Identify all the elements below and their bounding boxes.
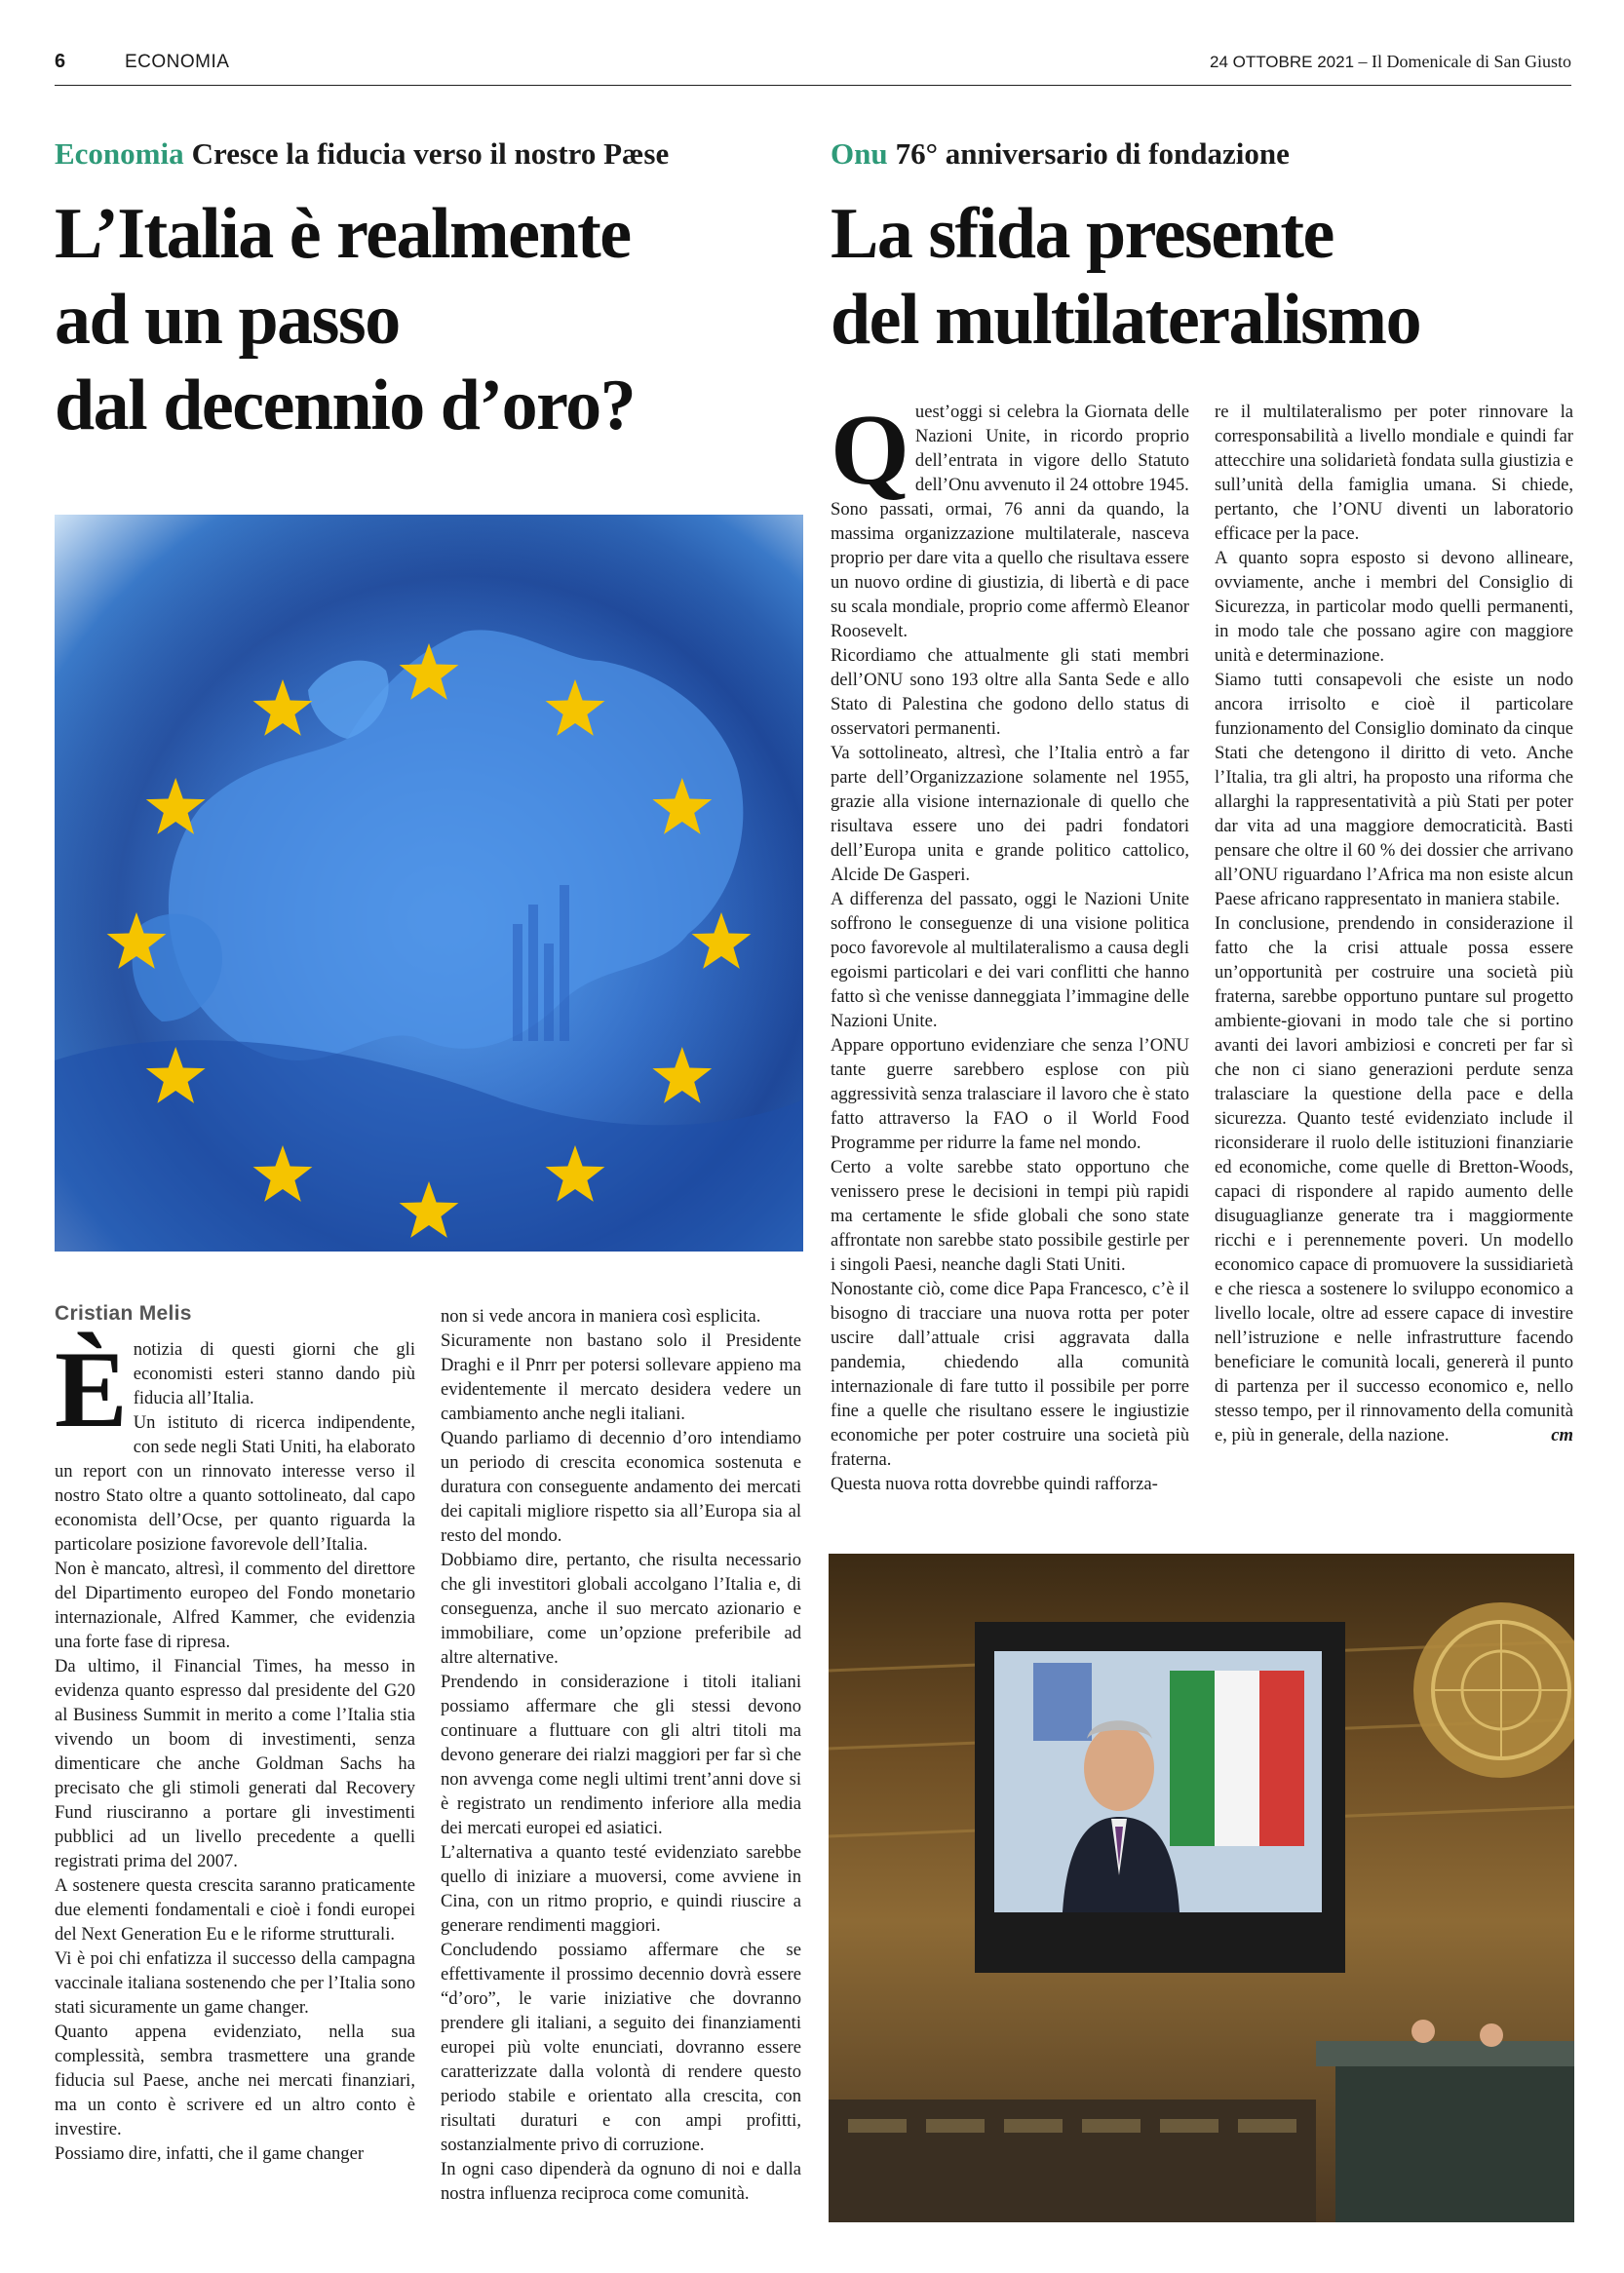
right-kicker — [831, 136, 1290, 172]
issue-date — [1210, 52, 1571, 72]
left-paragraph: A sostenere questa crescita saranno praticamente due elementi fondamentali e cioè i fondi europei del Next Generation Eu e le riforme strutturali. — [55, 1875, 415, 1945]
right-paragraph — [1215, 911, 1573, 1447]
right-headline: La sfida presente del multilateralismo — [831, 194, 1421, 360]
left-paragraph: notizia di questi giorni che gli economisti esteri stanno dando più fiducia all’Italia. — [133, 1339, 415, 1408]
right-kicker-text: 76° anniversario di fondazione — [895, 136, 1290, 171]
left-paragraph: Prendendo in considerazione i titoli italiani possiamo affermare che gli stessi devono continuare a fluttuare con gli altri titoli ma devono generare dei rialzi maggiori per far sì che non avvenga come negli ultimi trent’anni dove si è registrato un rendimento inferiore alla media dei mercati europei ed asiatici. — [441, 1672, 801, 1838]
left-paragraph: Possiamo dire, infatti, che il game changer — [55, 2143, 365, 2164]
right-column-1 — [831, 394, 1189, 1496]
section-name: ECONOMIA — [125, 52, 230, 72]
left-kicker-tag: Economia — [55, 136, 184, 171]
left-dropcap: È — [55, 1329, 128, 1450]
eu-photo-art — [55, 515, 803, 1252]
left-paragraph: Non è mancato, altresì, il commento del direttore del Dipartimento europeo del Fondo monetario internazionale, Alfred Kammer, che evidenzia una forte fase di ripresa. — [55, 1559, 415, 1652]
paper-name: Il Domenicale di San Giusto — [1372, 52, 1571, 71]
right-paragraph: Va sottolineato, altresì, che l’Italia entrò a far parte dell’Organizzazione solamente nel 1955, grazie alla visione internazionale di quello che risultava essere uno dei padri fondatori dell’Europa unita e grande politico cattolico, Alcide De Gasperi. — [831, 743, 1189, 885]
page-number: 6 — [55, 51, 66, 72]
right-paragraph: re il multilateralismo per poter rinnovare la corresponsabilità a livello mondiale e quindi far attecchire una solidarietà fondata sulla giustizia e sull’unità della famiglia umana. Si chiede, pertanto, che l’ONU diventi un laboratorio efficace per la pace. — [1215, 402, 1573, 544]
left-paragraph: Sicuramente non bastano solo il Presidente Draghi e il Pnrr per potersi sollevare appieno ma evidentemente il mercato desidera vedere un cambiamento anche negli italiani. — [441, 1330, 801, 1424]
right-dropcap: Q — [831, 394, 909, 506]
right-kicker-tag: Onu — [831, 136, 888, 171]
left-byline: Cristian Melis — [55, 1302, 192, 1325]
header-separator: – — [1354, 52, 1373, 71]
right-paragraph: uest’oggi si celebra la Giornata delle Nazioni Unite, in ricordo proprio dell’entrata in vigore dello Statuto dell’Onu avvenuto il 24 ottobre 1945. — [914, 402, 1189, 495]
un-photo-art — [829, 1554, 1574, 2222]
left-column-2 — [441, 1304, 801, 2206]
right-paragraph: Sono passati, ormai, 76 anni da quando, la massima organizzazione multilaterale, nasceva proprio per dare vita a quello che risultava essere un nuovo ordine di giustizia, di libertà e di pace su scala mondiale, proprio come affermò Eleanor Roosevelt. — [831, 499, 1189, 641]
un-photo — [829, 1554, 1574, 2222]
right-paragraph: Ricordiamo che attualmente gli stati membri dell’ONU sono 193 oltre alla Santa Sede e allo Stato di Palestina che godono dello status di osservatori permanenti. — [831, 645, 1189, 739]
right-column-2 — [1215, 400, 1573, 1447]
right-paragraph: A differenza del passato, oggi le Nazioni Unite soffrono le conseguenze di una visione politica poco favorevole al multilateralismo a causa degli egoismi particolari e dei vari conflitti che hanno fatto sì che venisse danneggiata l’immagine delle Nazioni Unite. — [831, 889, 1189, 1031]
eu-photo — [55, 515, 803, 1252]
right-paragraph: Questa nuova rotta dovrebbe quindi rafforza- — [831, 1474, 1158, 1494]
running-header — [55, 49, 1571, 86]
left-headline: L’Italia è realmente ad un passo dal decennio d’oro? — [55, 194, 636, 445]
left-kicker — [55, 136, 669, 172]
author-signature: cm — [1551, 1425, 1573, 1445]
left-paragraph: L’alternativa a quanto testé evidenziato sarebbe quello di iniziare a muoversi, come avviene in Cina, con un ritmo proprio, e quindi riuscire a generare rendimenti maggiori. — [441, 1842, 801, 1936]
right-paragraph-text: In conclusione, prendendo in considerazione il fatto che la crisi attuale possa essere un’opportunità per costruire una società più fraterna, sarebbe opportuno puntare sul progetto ambiente-giovani in modo tale che si portino avanti dei lavori ambiziosi e concreti per far sì che non ci siano generazioni perdute senza tralasciare la questione della pace e della sicurezza. Quanto testé evidenziato include il riconsiderare il ruolo delle istituzioni finanziarie ed economiche, come quelle di Bretton-Woods, capaci di rispondere al rapido aumento delle disuguaglianze generate tra i maggiormente ricchi e i perennemente poveri. Un modello economico capace di promuovere la sussidiarietà e che riesca a sostenere lo sviluppo economico a livello locale, oltre ad essere capace di investire nell’istruzione e nelle infrastrutture facendo beneficiare le comunità locali, genererà il punto di partenza per il successo economico e, nello stesso tempo, per il rinnovamento della comunità e, più in generale, della nazione. — [1215, 913, 1573, 1445]
left-paragraph: Quanto appena evidenziato, nella sua complessità, sembra trasmettere una grande fiducia sul Paese, anche nei mercati finanziari, ma un conto è scrivere ed un altro conto è investire. — [55, 2022, 415, 2139]
issue-date-text: 24 OTTOBRE 2021 — [1209, 53, 1355, 71]
left-kicker-text: Cresce la fiducia verso il nostro Pæse — [191, 136, 670, 171]
left-paragraph: Da ultimo, il Financial Times, ha messo in evidenza quanto espresso dal presidente del G20 al Business Summit in merito a come l’Italia stia vivendo un boom di investimenti, senza dimenticare che anche Goldman Sachs ha precisato che gli stimoli generati dal Recovery Fund riusciranno a portare gli investimenti pubblici ad un livello precedente a quelli registrati prima del 2007. — [55, 1656, 415, 1871]
left-paragraph: Quando parliamo di decennio d’oro intendiamo un periodo di crescita economica sostenuta e duratura con conseguente andamento dei mercati dei capitali migliore rispetto sia all’Europa sia al resto del mondo. — [441, 1428, 801, 1546]
left-paragraph: Un istituto di ricerca indipendente, con sede negli Stati Uniti, ha elaborato un report con un rinnovato interesse verso il nostro Stato oltre a quanto sottolineato, dal capo economista dell’Ocse, per quanto riguarda la particolare posizione favorevole dell’Italia. — [55, 1412, 415, 1555]
left-paragraph: Vi è poi chi enfatizza il successo della campagna vaccinale italiana sostenendo che per l’Italia sono stati sicuramente un game changer. — [55, 1948, 415, 2018]
left-paragraph: Concludendo possiamo affermare che se effettivamente il prossimo decennio dovrà essere “d’oro”, le varie iniziative che dovranno prendere gli italiani, a seguito dei finanziamenti europei più volte enunciati, dovranno essere caratterizzate dalla volontà di rendere questo periodo stabile e orientato alla crescita, con risultati duraturi e con ampi profitti, sostanzialmente privo di corruzione. — [441, 1940, 801, 2155]
right-paragraph: A quanto sopra esposto si devono allineare, ovviamente, anche i membri del Consiglio di Sicurezza, in particolar modo quelli permanenti, in modo tale che possano agire con maggiore unità e determinazione. — [1215, 548, 1573, 666]
right-paragraph: Certo a volte sarebbe stato opportuno che venissero prese le decisioni in tempi più rapidi ma certamente le sfide globali che sono state affrontate non sarebbe stato possibile gestirle per i singoli Paesi, neanche dagli Stati Uniti. — [831, 1157, 1189, 1275]
right-paragraph: Siamo tutti consapevoli che esiste un nodo ancora irrisolto e cioè il particolare funzionamento del Consiglio dominato da cinque Stati che detengono il diritto di veto. Anche l’Italia, tra gli altri, ha proposto una riforma che allarghi la rappresentatività a più Stati per poter dar vita ad una maggiore democraticità. Basti pensare che oltre il 60 % dei dossier che arrivano all’ONU riguardano l’Africa ma non esiste alcun Paese africano rappresentato in maniera stabile. — [1215, 670, 1573, 909]
right-paragraph: Appare opportuno evidenziare che senza l’ONU tante guerre sarebbero esplose con più aggressività senza tralasciare il lavoro che è stato fatto attraverso la FAO o il World Food Programme per ridurre la fame nel mondo. — [831, 1035, 1189, 1153]
left-column-1 — [55, 1329, 415, 2166]
right-paragraph: Nonostante ciò, come dice Papa Francesco, c’è il bisogno di tracciare una nuova rotta per poter uscire dall’attuale crisi aggravata dalla pandemia, chiedendo alla comunità internazionale di fare tutto il possibile per porre fine a quelle che risultano essere le ingiustizie economiche per poter costruire una società più fraterna. — [831, 1279, 1189, 1470]
left-paragraph: In ogni caso dipenderà da ognuno di noi e dalla nostra influenza reciproca come comunità. — [441, 2159, 801, 2204]
left-paragraph: Dobbiamo dire, pertanto, che risulta necessario che gli investitori globali accolgano l’Italia e, di conseguenza, anche il suo mercato azionario e immobiliare, come un’opzione preferibile ad altre alternative. — [441, 1550, 801, 1668]
left-paragraph: non si vede ancora in maniera così esplicita. — [441, 1306, 761, 1327]
